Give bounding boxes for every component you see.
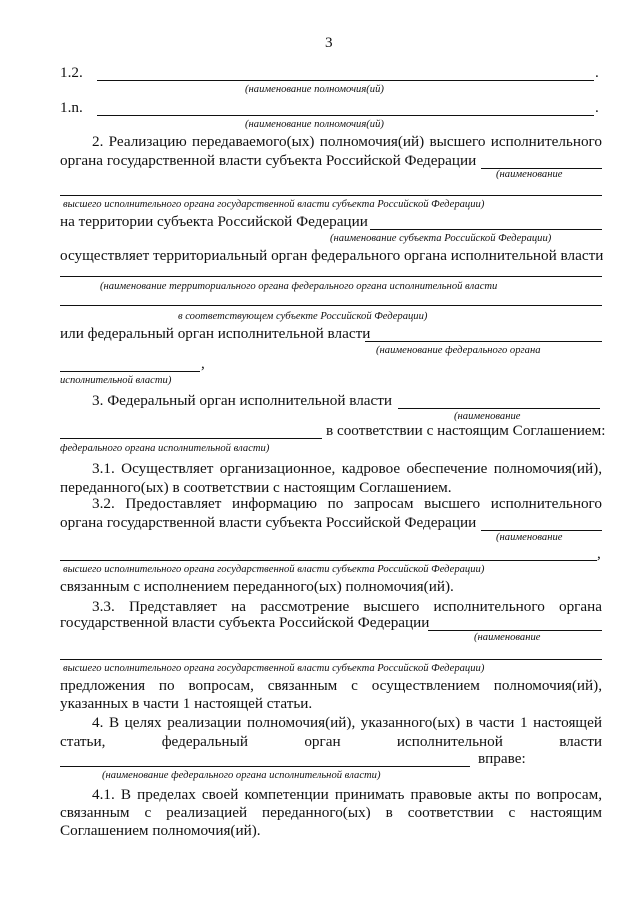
s3-fill-line-4 [60,560,597,561]
s2-caption-federal: (наименование федерального органа [376,345,541,356]
s3-fill-line-2 [60,438,322,439]
s2-caption-federal-2: исполнительной власти) [60,375,172,386]
s2-caption-body: высшего исполнительного органа государственной власти субъекта Российской Федерации) [63,199,485,210]
s2-fill-line-4 [60,276,602,277]
s3-1-line-1: 3.1. Осуществляет организационное, кадровое обеспечение полномочия(ий), [92,460,602,477]
s3-caption-name-2: (наименование [496,532,563,543]
item-1-n-label: 1.n. [60,99,83,116]
s3-fill-line-6 [60,659,602,660]
s3-3-line-1: 3.3. Представляет на рассмотрение высшего исполнительного органа [92,598,602,615]
s2-caption-territorial: (наименование территориального органа федерального органа исполнительной власти [100,281,498,292]
s2-line-5: или федеральный орган исполнительной власти [60,325,371,342]
s2-line-3: на территории субъекта Российской Федерации [60,213,368,230]
s3-line-1: 3. Федеральный орган исполнительной власти [92,392,393,409]
s2-line-2: органа государственной власти субъекта Российской Федерации [60,152,477,169]
s2-fill-line-7 [60,371,200,372]
s2-fill-line-5 [60,305,602,306]
s4-line-1: 4. В целях реализации полномочия(ий), указанного(ых) в части 1 настоящей [92,714,602,731]
s4-line-3: вправе: [478,750,526,767]
page-number: 3 [325,34,333,51]
s2-caption-subject: (наименование субъекта Российской Федерации) [330,233,552,244]
item-1-2-line [97,80,594,81]
s3-comma: , [597,545,601,562]
item-1-n-dot: . [595,99,599,116]
s4-1-line-2: связанным с реализацией переданного(ых) в соответствии с настоящим [60,804,602,821]
s4-1-line-1: 4.1. В пределах своей компетенции принимать правовые акты по вопросам, [92,786,602,803]
s2-line-1: 2. Реализацию передаваемого(ых) полномочия(ий) высшего исполнительного [92,133,602,150]
s3-3-line-2: государственной власти субъекта Российской Федерации [60,614,430,631]
s3-caption-body: высшего исполнительного органа государственной власти субъекта Российской Федерации) [63,564,485,575]
s3-3-line-3: предложения по вопросам, связанным с осуществлением полномочия(ий), [60,677,602,694]
s3-2-line-2: органа государственной власти субъекта Российской Федерации [60,514,477,531]
s3-line-2: в соответствии с настоящим Соглашением: [326,422,606,439]
s4-caption-federal: (наименование федерального органа исполнительной власти) [102,770,381,781]
s3-2-line-1: 3.2. Предоставляет информацию по запросам высшего исполнительного [92,495,602,512]
caption-powers-1: (наименование полномочия(ий) [245,84,384,95]
s3-caption-name-3: (наименование [474,632,541,643]
s3-2-line-3: связанным с исполнением переданного(ых) полномочия(ий). [60,578,454,595]
item-1-2-label: 1.2. [60,64,83,81]
s3-3-line-4: указанных в части 1 настоящей статьи. [60,695,313,712]
item-1-2-dot: . [595,64,599,81]
s3-fill-line-1 [398,408,600,409]
s2-comma: , [201,355,205,372]
s4-1-line-3: Соглашением полномочия(ий). [60,822,261,839]
s2-fill-line-2 [60,195,602,196]
s3-caption-federal: федерального органа исполнительной власти) [60,443,270,454]
s4-fill-line-1 [60,766,470,767]
item-1-n-line [97,115,594,116]
s4-line-2: статьи, федеральный орган исполнительной власти [60,733,602,750]
s2-caption-territorial-2: в соответствующем субъекте Российской Федерации) [178,311,428,322]
s2-fill-line-3 [370,229,602,230]
s2-fill-line-6 [365,341,602,342]
s2-caption-name: (наименование [496,169,563,180]
s3-1-line-2: переданного(ых) в соответствии с настоящим Соглашением. [60,479,452,496]
caption-powers-2: (наименование полномочия(ий) [245,119,384,130]
s3-caption-body-2: высшего исполнительного органа государственной власти субъекта Российской Федерации) [63,663,485,674]
s3-caption-name: (наименование [454,411,521,422]
s2-line-4: осуществляет территориальный орган федерального органа исполнительной власти [60,247,604,264]
